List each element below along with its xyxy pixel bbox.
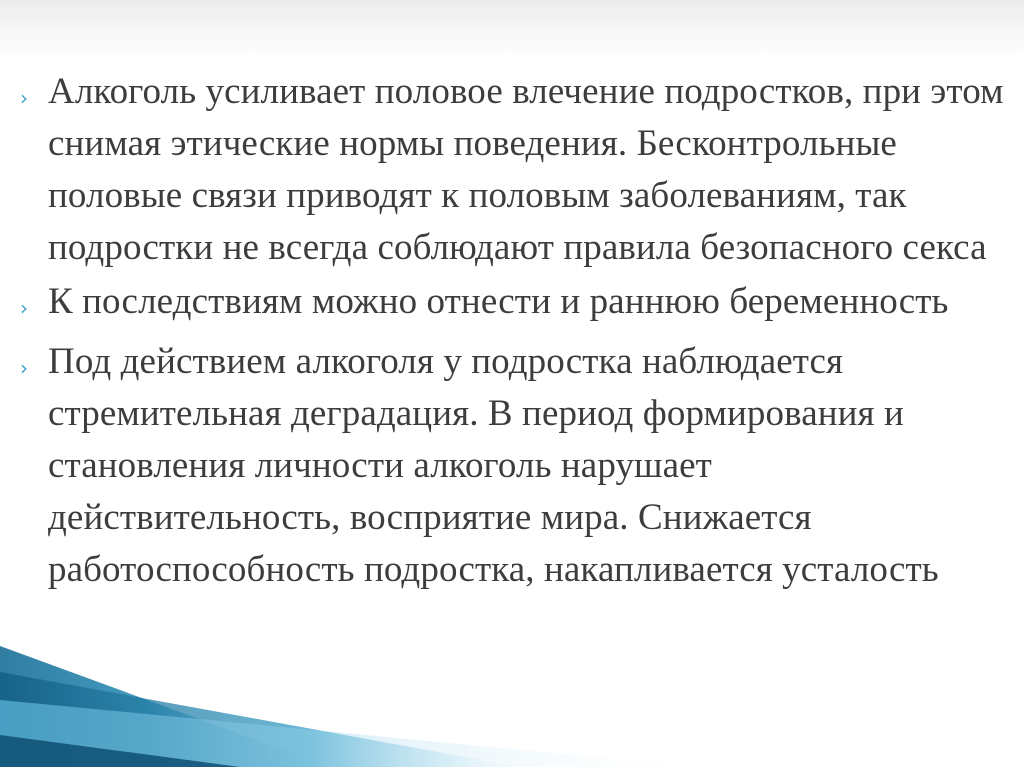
bullet-text: К последствиям можно отнести и раннюю беременность: [48, 281, 949, 322]
chevron-right-icon: ›: [20, 86, 28, 110]
bullet-text: Алкоголь усиливает половое влечение подростков, при этом снимая этические нормы поведения. Бесконтрольные половые связи приводят к половым заболеваниям, так подростки не всегда соблюдают правила безопасного секса: [48, 71, 1004, 268]
bullet-text: Под действием алкоголя у подростка наблюдается стремительная деградация. В период формирования и становления личности алкоголь нарушает действительность, восприятие мира. Снижается работоспособность подростка, накапливается усталость: [48, 341, 939, 590]
bullet-list: [20, 66, 1010, 598]
bullet-item: [20, 336, 1010, 596]
bullet-item: [20, 276, 1010, 334]
chevron-right-icon: ›: [20, 296, 28, 320]
bullet-item: [20, 66, 1010, 274]
chevron-right-icon: ›: [20, 356, 28, 380]
